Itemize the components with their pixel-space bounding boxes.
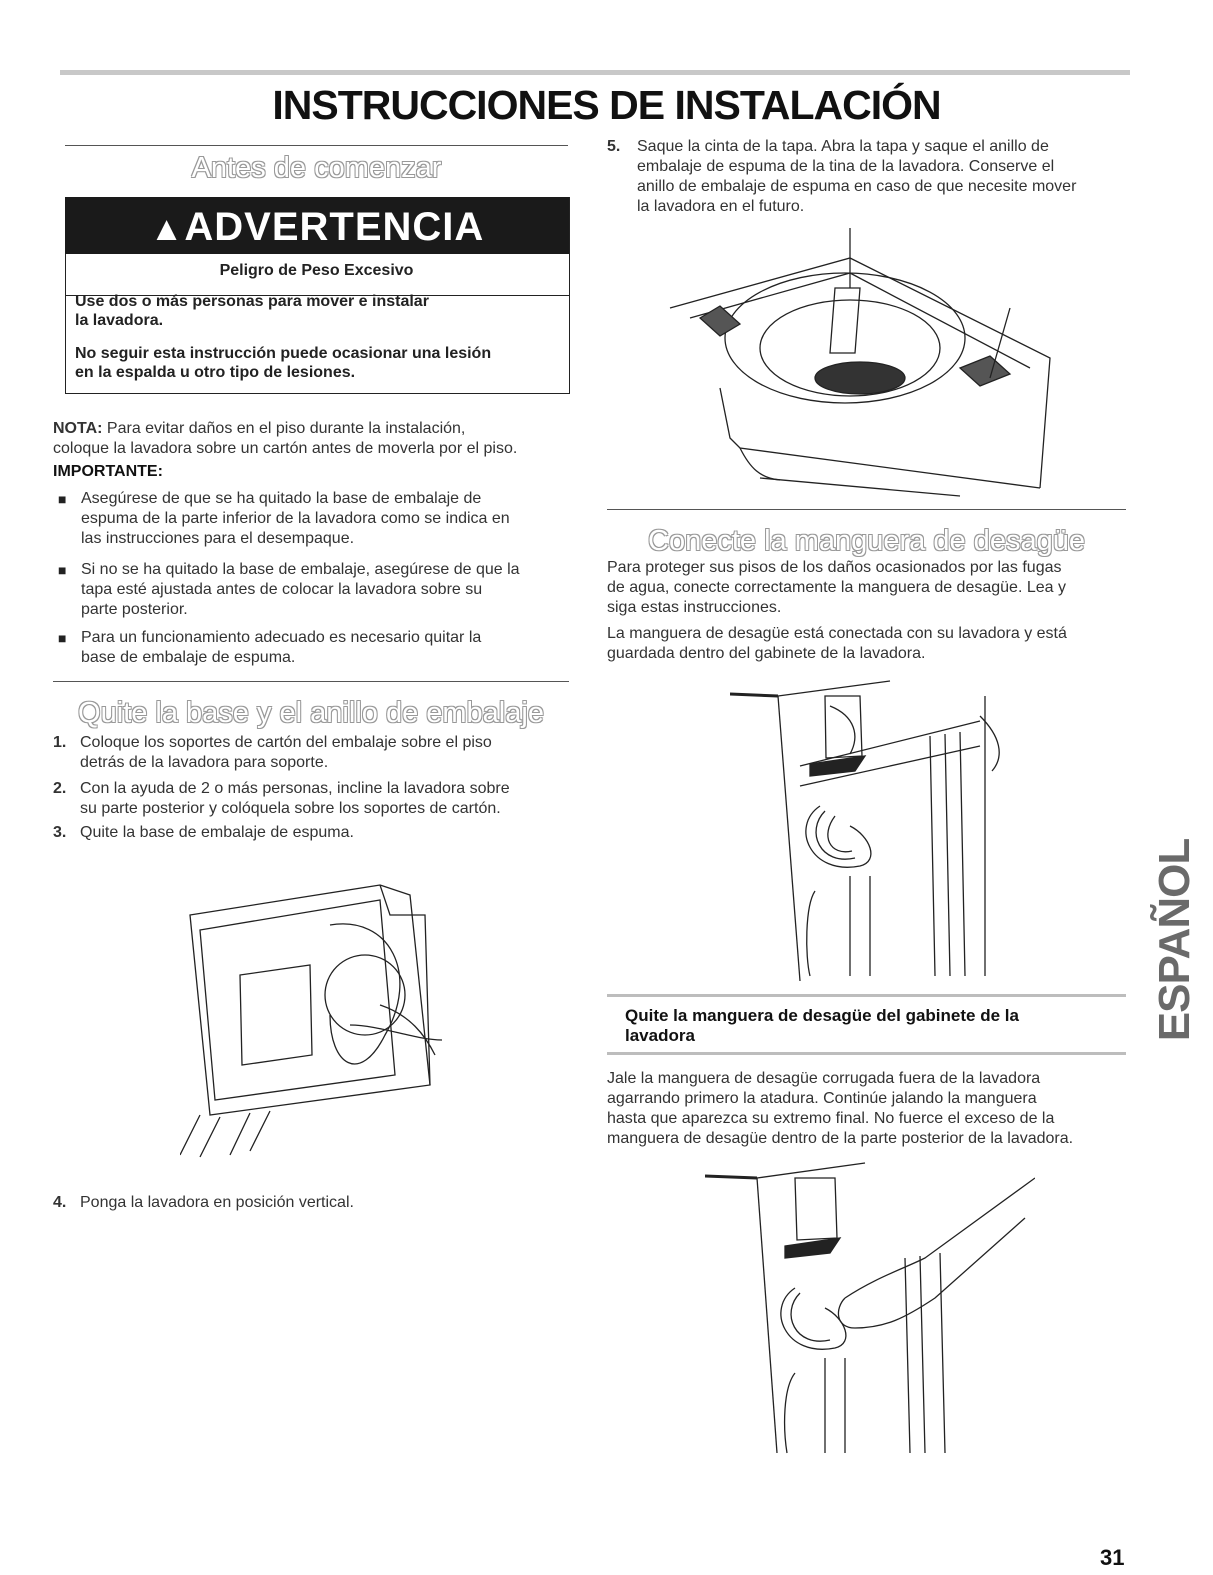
language-side-tab [1150,820,1199,1060]
step-line: Ponga la lavadora en posición vertical. [80,1194,354,1211]
step-line: Quite la base de embalaje de espuma. [80,824,354,841]
side-tab-text: ESPAÑOL [1150,838,1199,1042]
bullet-line: tapa esté ajustada antes de colocar la lavadora sobre su [81,581,483,598]
nota-line: coloque la lavadora sobre un cartón antes de moverla por el piso. [53,440,518,457]
bullet-icon: ■ [58,491,67,507]
paragraph-line: de agua, conecte correctamente la manguera de desagüe. Lea y [607,579,1066,596]
paragraph-line: La manguera de desagüe está conectada con su lavadora y está [607,625,1067,642]
bullet-line: base de embalaje de espuma. [81,649,296,666]
paragraph-line: siga estas instrucciones. [607,599,782,616]
bullet-line: las instrucciones para el desempaque. [81,530,355,547]
step-line: la lavadora en el futuro. [637,198,805,215]
washer-tilted-illustration [180,855,450,1175]
section-rule [65,145,568,146]
step-line: detrás de la lavadora para soporte. [80,754,329,771]
section-heading-conecte: Conecte la manguera de desagüe [648,525,1085,557]
step-number: 3. [53,824,67,841]
paragraph-line: guardada dentro del gabinete de la lavadora. [607,645,926,662]
bullet-line: parte posterior. [81,601,188,618]
washer-back-hose-illustration [730,676,1010,986]
warning-line: en la espalda u otro tipo de lesiones. [75,364,356,381]
bullet-icon: ■ [58,562,67,578]
subheading-line: lavadora [625,1026,695,1045]
nota-line: NOTA: Para evitar daños en el piso durante la instalación, [53,420,466,437]
section-rule [53,681,569,682]
top-decorative-bar [60,70,1130,75]
bullet-line: Si no se ha quitado la base de embalaje, asegúrese de que la [81,561,520,578]
step-line: anillo de embalaje de espuma en caso de que necesite mover [637,178,1077,195]
step-number: 4. [53,1194,67,1211]
washer-tub-illustration [660,228,1060,498]
page-number: 31 [1100,1545,1125,1570]
subheading-rule [607,994,1126,997]
step-line: Saque la cinta de la tapa. Abra la tapa y saque el anillo de [637,138,1049,155]
bullet-line: espuma de la parte inferior de la lavadora como se indica en [81,510,510,527]
step-line: Con la ayuda de 2 o más personas, incline la lavadora sobre [80,780,510,797]
hand-pulling-hose-illustration [705,1158,1035,1458]
paragraph-line: hasta que aparezca su extremo final. No fuerce el exceso de la [607,1110,1055,1127]
step-number: 2. [53,780,67,797]
page-title: INSTRUCCIONES DE INSTALACIÓN [272,82,941,128]
warning-body-frame [65,254,570,394]
importante-label: IMPORTANTE: [53,463,163,480]
paragraph-line: manguera de desagüe dentro de la parte posterior de la lavadora. [607,1130,1074,1147]
step-number: 1. [53,734,67,751]
step-line: embalaje de espuma de la tina de la lavadora. Conserve el [637,158,1055,175]
warning-banner-text: ▲ADVERTENCIA [149,205,485,249]
bullet-icon: ■ [58,630,67,646]
section-heading-antes: Antes de comenzar [191,152,442,184]
section-heading-quite: Quite la base y el anillo de embalaje [78,697,544,729]
subheading-rule [607,1052,1126,1055]
warning-hazard: Peligro de Peso Excesivo [219,262,414,279]
bullet-line: Para un funcionamiento adecuado es necesario quitar la [81,629,482,646]
section-rule [607,509,1126,510]
step-line: su parte posterior y colóquela sobre los soportes de cartón. [80,800,501,817]
warning-line: Use dos o más personas para mover e instalar [75,293,429,310]
paragraph-line: agarrando primero la atadura. Continúe jalando la manguera [607,1090,1037,1107]
warning-triangle-icon: ▲ [149,210,185,248]
warning-line: No seguir esta instrucción puede ocasionar una lesión [75,345,492,362]
step-line: Coloque los soportes de cartón del embalaje sobre el piso [80,734,492,751]
subheading-line: Quite la manguera de desagüe del gabinete de la [625,1006,1019,1025]
bullet-line: Asegúrese de que se ha quitado la base de embalaje de [81,490,482,507]
paragraph-line: Jale la manguera de desagüe corrugada fuera de la lavadora [607,1070,1041,1087]
step-number: 5. [607,138,621,155]
paragraph-line: Para proteger sus pisos de los daños ocasionados por las fugas [607,559,1062,576]
warning-line: la lavadora. [75,312,164,329]
